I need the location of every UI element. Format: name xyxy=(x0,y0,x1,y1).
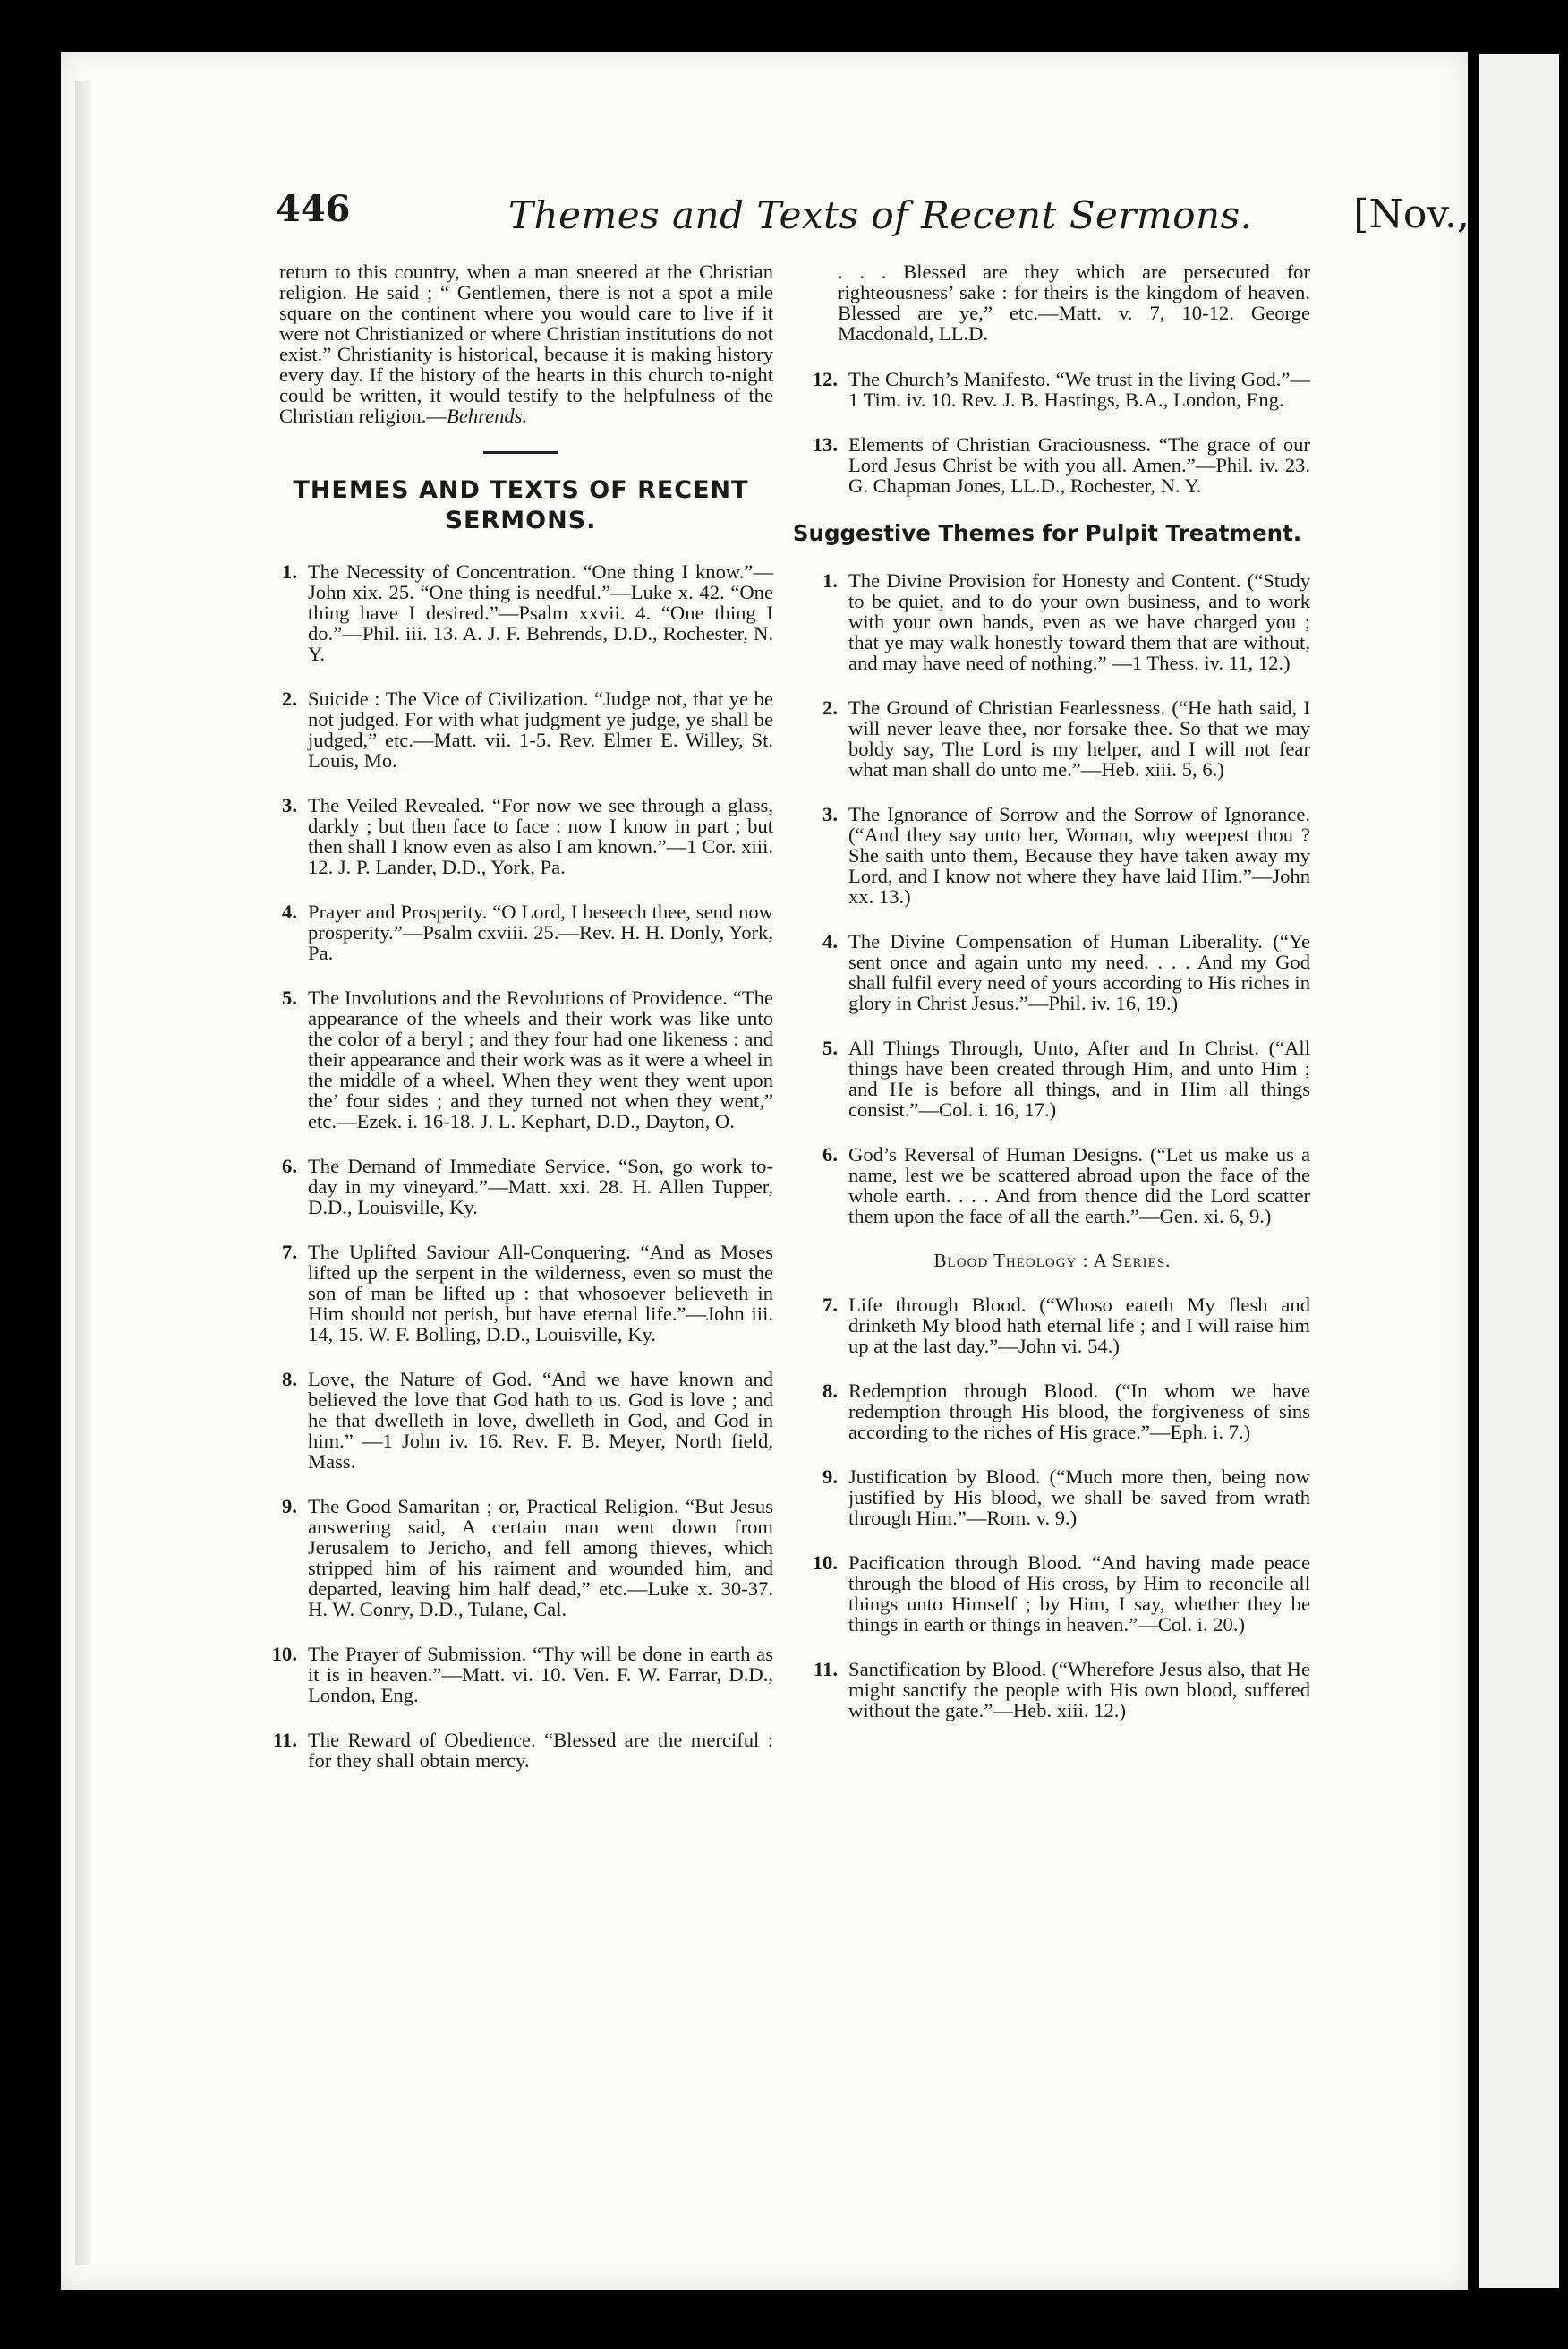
item-text: The Ground of Christian Fearlessness. (“He hath said, I will never leave thee, nor forsake thee. So that we may boldy say, The Lord is my helper, and I will not fear what man shall do unto me.”—Heb. xiii. 5, 6.) xyxy=(848,696,1310,781)
item-text: Prayer and Prosperity. “O Lord, I beseech thee, send now prosperity.”—Psalm cxviii. 25.—Rev. H. H. Donly, York, Pa. xyxy=(308,901,773,964)
item-number: 3. xyxy=(822,803,838,825)
item-number: 8. xyxy=(282,1368,297,1390)
item-text: Justification by Blood. (“Much more then, being now justified by His blood, we shall be saved from wrath through Him.”—Rom. v. 9.) xyxy=(848,1465,1310,1529)
list-item xyxy=(247,688,773,771)
list-item xyxy=(247,987,773,1132)
list-item xyxy=(795,1466,1310,1528)
intro-citation: Behrends. xyxy=(447,405,528,427)
item-number: 5. xyxy=(822,1037,838,1059)
item-number: 2. xyxy=(282,688,297,710)
list-item xyxy=(795,369,1310,410)
running-header xyxy=(276,188,1470,251)
item-number: 13. xyxy=(812,433,838,456)
item-number: 4. xyxy=(822,930,838,952)
sermon-list-continued xyxy=(795,369,1310,496)
item-number: 10. xyxy=(271,1643,297,1665)
item-number: 4. xyxy=(282,901,297,923)
list-item xyxy=(247,1496,773,1619)
theme-list xyxy=(795,570,1310,1226)
item-text: God’s Reversal of Human Designs. (“Let us make us a name, lest we be scattered abroad upon the face of the whole earth. . . . And from thence did the Lord scatter them upon the face of all the earth.”—Gen. xi. 6, 9.) xyxy=(848,1143,1310,1227)
item-text: The Demand of Immediate Service. “Son, go work to-day in my vineyard.”—Matt. xxi. 28. H. Allen Tupper, D.D., Louisville, Ky. xyxy=(308,1155,773,1218)
item-text: The Church’s Manifesto. “We trust in the living God.”—1 Tim. iv. 10. Rev. J. B. Hastings, B.A., London, Eng. xyxy=(848,368,1310,411)
item-number: 9. xyxy=(282,1495,297,1517)
intro-text: return to this country, when a man sneered at the Christian religion. He said ; “ Gentlemen, there is not a spot a mile square on the continent where you would care to live if it were not Christianized or where Christian institutions do not exist.” Christianity is historical, because it is making history every day. If the history of the hearts in this church to-night could be written, it would testify to the helpfulness of the Christian religion.— xyxy=(279,261,773,427)
item-text: The Prayer of Submission. “Thy will be done in earth as it is in heaven.”—Matt. vi. 10. Ven. F. W. Farrar, D.D., London, Eng. xyxy=(308,1643,773,1706)
section-heading-suggestive: Suggestive Themes for Pulpit Treatment. xyxy=(792,520,1302,546)
item-text: The Reward of Obedience. “Blessed are the merciful : for they shall obtain mercy. xyxy=(308,1729,773,1772)
list-item xyxy=(795,570,1310,673)
list-item xyxy=(247,561,773,664)
item-text: The Involutions and the Revolutions of Providence. “The appearance of the wheels and their work was like unto the color of a beryl ; and they four had one likeness : and their appearance and their work was as it were a wheel in the middle of a wheel. When they went they went upon the’ four sides ; and they turned not when they went,” etc.—Ezek. i. 16-18. J. L. Kephart, D.D., Dayton, O. xyxy=(308,987,773,1132)
item-number: 7. xyxy=(282,1241,297,1263)
item-number: 10. xyxy=(812,1551,838,1574)
section-heading-themes xyxy=(268,475,773,536)
item-text: The Uplifted Saviour All-Conquering. “And as Moses lifted up the serpent in the wilderness, even so must the son of man be lifted up : that whosoever believeth in Him should not perish, but have eternal life.”—John iii. 14, 15. W. F. Bolling, D.D., Louisville, Ky. xyxy=(308,1241,773,1345)
item-text: All Things Through, Unto, After and In Christ. (“All things have been created through Him, and unto Him ; and He is before all things, and in Him all things consist.”—Col. i. 16, 17.) xyxy=(848,1037,1310,1121)
list-item xyxy=(795,697,1310,780)
item-text: Sanctification by Blood. (“Wherefore Jesus also, that He might sanctify the people with His own blood, suffered without the gate.”—Heb. xiii. 12.) xyxy=(848,1658,1310,1721)
list-item xyxy=(795,1144,1310,1226)
left-column xyxy=(215,261,773,1795)
heading-line-1: THEMES AND TEXTS OF RECENT xyxy=(293,476,749,504)
list-item xyxy=(795,1380,1310,1442)
item-text: The Necessity of Concentration. “One thing I know.”—John xix. 25. “One thing is needful.”—Luke x. 42. “One thing have I desired.”—Psalm xxvii. 4. “One thing I do.”—Phil. iii. 13. A. J. F. Behrends, D.D., Rochester, N. Y. xyxy=(308,560,773,665)
item-text: The Divine Provision for Honesty and Content. (“Study to be quiet, and to do your own business, and to work with your own hands, even as we have charged you ; that ye may walk honestly toward them that are without, and may have need of nothing.” —1 Thess. iv. 11, 12.) xyxy=(848,569,1310,674)
item-number: 11. xyxy=(814,1658,838,1680)
item-number: 9. xyxy=(822,1465,838,1488)
right-column xyxy=(792,261,1310,1745)
item-number: 11. xyxy=(273,1729,297,1751)
item-number: 8. xyxy=(822,1380,838,1402)
item-text: Life through Blood. (“Whoso eateth My flesh and drinketh My blood hath eternal life ; and I will raise him up at the last day.”—John vi. 54.) xyxy=(848,1294,1310,1357)
item-number: 5. xyxy=(282,987,297,1009)
list-item xyxy=(795,1294,1310,1356)
list-item xyxy=(247,795,773,877)
heading-line-2: SERMONS. xyxy=(445,507,597,534)
list-item xyxy=(795,434,1310,496)
running-title: Themes and Texts of Recent Sermons. xyxy=(508,193,1253,237)
item-text: Elements of Christian Graciousness. “The grace of our Lord Jesus Christ be with you all. Amen.”—Phil. iv. 23. G. Chapman Jones, LL.D., Rochester, N. Y. xyxy=(848,433,1310,497)
list-item xyxy=(795,1659,1310,1721)
blood-series-list xyxy=(795,1294,1310,1721)
item-text: The Ignorance of Sorrow and the Sorrow of Ignorance. (“And they say unto her, Woman, why weepest thou ? She saith unto them, Because they have taken away my Lord, and I know not where they have laid Him.”—John xx. 13.) xyxy=(848,803,1310,908)
page-number: 446 xyxy=(276,188,351,230)
list-item xyxy=(247,1156,773,1217)
continued-entry: . . . Blessed are they which are persecuted for righteousness’ sake : for theirs is the kingdom of heaven. Blessed are ye,” etc.—Matt. v. 7, 10-12. George Macdonald, LL.D. xyxy=(838,261,1310,345)
issue-month: [Nov., xyxy=(1353,192,1470,237)
intro-paragraph xyxy=(279,261,773,426)
item-number: 6. xyxy=(282,1155,297,1177)
list-item xyxy=(247,1644,773,1705)
item-number: 1. xyxy=(282,560,297,583)
list-item xyxy=(795,804,1310,907)
item-text: The Veiled Revealed. “For now we see through a glass, darkly ; but then face to face : now I know in part ; but then shall I know even as also I am known.”—1 Cor. xiii. 12. J. P. Lander, D.D., York, Pa. xyxy=(308,794,773,878)
section-divider xyxy=(483,451,558,454)
item-number: 3. xyxy=(282,794,297,816)
list-item xyxy=(795,931,1310,1013)
item-number: 12. xyxy=(812,368,838,390)
sermon-list xyxy=(215,561,773,1771)
page-gutter-shadow xyxy=(75,81,91,2265)
series-heading: Blood Theology : A Series. xyxy=(933,1250,1172,1271)
item-number: 7. xyxy=(822,1294,838,1316)
list-item xyxy=(247,901,773,963)
item-text: The Good Samaritan ; or, Practical Religion. “But Jesus answering said, A certain man went down from Jerusalem to Jericho, and fell among thieves, which stripped him of his raiment and wounded him, and departed, leaving him half dead,” etc.—Luke x. 30-37. H. W. Conry, D.D., Tulane, Cal. xyxy=(308,1495,773,1620)
item-number: 1. xyxy=(822,569,838,592)
list-item xyxy=(247,1369,773,1472)
item-text: Suicide : The Vice of Civilization. “Judge not, that ye be not judged. For with what judgment ye judge, ye shall be judged,” etc.—Matt. vii. 1-5. Rev. Elmer E. Willey, St. Louis, Mo. xyxy=(308,688,773,772)
item-number: 2. xyxy=(822,696,838,719)
item-text: Pacification through Blood. “And having made peace through the blood of His cross, by Him to reconcile all things unto Himself ; by Him, I say, whether they be things in earth or things in heaven.”—Col. i. 20.) xyxy=(848,1551,1310,1636)
item-text: The Divine Compensation of Human Liberality. (“Ye sent once and again unto my need. . . . And my God shall fulfil every need of yours according to His riches in glory in Christ Jesus.”—Phil. iv. 16, 19.) xyxy=(848,930,1310,1014)
list-item xyxy=(795,1038,1310,1120)
item-text: Redemption through Blood. (“In whom we have redemption through His blood, the forgiveness of sins according to the riches of His grace.”—Eph. i. 7.) xyxy=(848,1380,1310,1443)
list-item xyxy=(247,1730,773,1771)
list-item xyxy=(247,1242,773,1345)
item-text: Love, the Nature of God. “And we have known and believed the love that God hath to us. God is love ; and he that dwelleth in love, dwelleth in God, and God in him.” —1 John iv. 16. Rev. F. B. Meyer, North field, Mass. xyxy=(308,1368,773,1473)
facing-page-edge xyxy=(1479,54,1559,2288)
item-number: 6. xyxy=(822,1143,838,1166)
list-item xyxy=(795,1552,1310,1635)
